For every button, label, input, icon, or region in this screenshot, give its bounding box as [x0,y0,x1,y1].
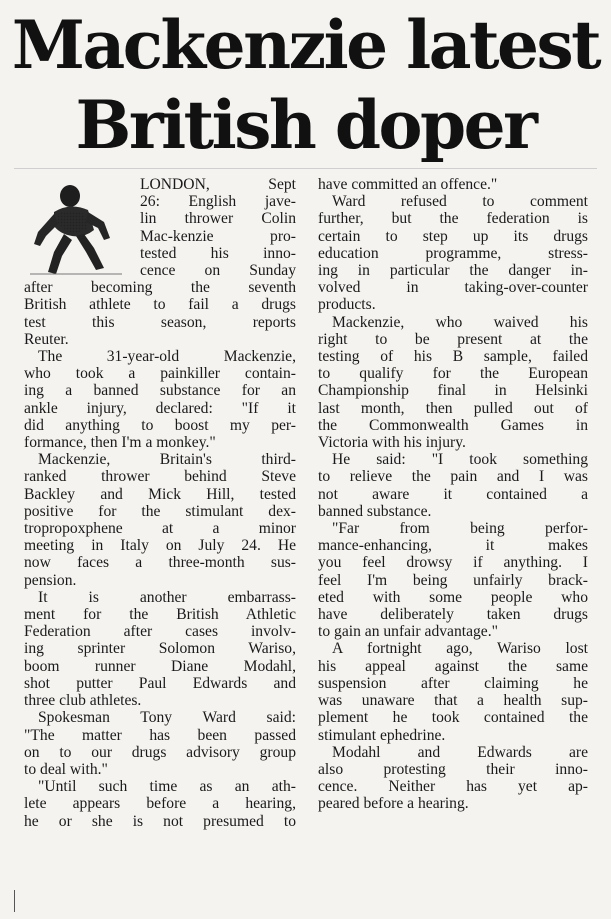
article-text-line: products. [318,296,376,314]
article-text-line: lete appears before a hearing, [24,795,296,813]
article-text-line: ankle injury, declared: "If it [24,399,296,417]
article-text-line: Reuter. [24,330,69,348]
article-text-line: "Until such time as an ath- [38,778,296,796]
article-text-line: formance, then I'm a monkey." [24,434,216,452]
article-text-line: the Commonwealth Games in [318,416,588,434]
article-text-line: Mackenzie, who waived his [332,313,588,331]
article-text-line: not aware it contained a [318,485,588,503]
article-text-line: after becoming the seventh [24,279,296,297]
article-text-line: cence on Sunday [140,262,296,280]
article-text-line: The 31-year-old Mackenzie, [38,348,296,366]
article-text-line: Mac-kenzie pro- [140,227,296,245]
article-text-line: education programme, stress- [318,244,588,262]
article-text-line: plement he took contained the [318,709,588,727]
article-text-line: cence. Neither has yet ap- [318,778,588,796]
article-text-line: was unaware that a health sup- [318,692,588,710]
article-text-line: mance-enhancing, it makes [318,537,588,555]
article-text-line: Victoria with his injury. [318,434,466,452]
article-text-line: He said: "I took something [332,451,588,469]
article-text-line: certain to step up its drugs [318,227,588,245]
article-text-line: ing in particular the danger in- [318,262,588,280]
article-text-line: ing a banned substance for an [24,382,296,400]
article-text-line: have deliberately taken drugs [318,606,588,624]
article-text-line: It is another embarrass- [38,588,296,606]
article-text-line: ranked thrower behind Steve [24,468,296,486]
article-text-line: three club athletes. [24,692,142,710]
article-text-line: you feel drowsy if anything. I [318,554,588,572]
article-text-line: Federation after cases involv- [24,623,296,641]
article-text-line: A fortnight ago, Wariso lost [332,640,588,658]
article-text-line: Mackenzie, Britain's third- [38,451,296,469]
article-text-line: to gain an unfair advantage." [318,623,498,641]
article-text-line: feel I'm being unfairly brack- [318,571,588,589]
article-text-line: "The matter has been passed [24,726,296,744]
article-text-line: Backley and Mick Hill, tested [24,485,296,503]
article-text-line: Modahl and Edwards are [332,743,588,761]
article-text-line: last month, then pulled out of [318,399,588,417]
article-text-line: British athlete to fail a drugs [24,296,296,314]
article-text-line: also protesting their inno- [318,760,588,778]
article-text-line: to deal with." [24,760,108,778]
article-text-line: testing of his B sample, failed [318,348,588,366]
article-text-line: further, but the federation is [318,210,588,228]
article-text-line: suspension after claiming he [318,674,588,692]
article-text-line: shot putter Paul Edwards and [24,674,296,692]
article-text-line: peared before a hearing. [318,795,469,813]
article-text-line: Ward refused to comment [332,193,588,211]
article-column-right [318,176,588,813]
article-text-line: ing sprinter Solomon Wariso, [24,640,296,658]
article-text-line: LONDON, Sept [140,176,296,193]
article-text-line: now faces a three-month sus- [24,554,296,572]
article-text-line: who took a painkiller contain- [24,365,296,383]
article-text-line: his appeal against the same [318,657,588,675]
article-text-line: right to be present at the [318,330,588,348]
article-text-line: have committed an offence." [318,176,498,193]
article-text-line: 26: English jave- [140,193,296,211]
clipping-edge-mark [14,890,15,912]
article-text-line: tested his inno- [140,244,296,262]
article-text-line: eted with some people who [318,588,588,606]
article-text-line: "Far from being perfor- [332,520,588,538]
article-text-line: tropropoxphene at a minor [24,520,296,538]
article-text-line: volved in taking-over-counter [318,279,588,297]
headline-divider [14,168,597,169]
article-text-line: did anything to boost my per- [24,416,296,434]
article-text-line: Spokesman Tony Ward said: [38,709,296,727]
article-text-line: banned substance. [318,502,432,520]
article-text-line: he or she is not presumed to [24,812,296,830]
article-text-line: lin thrower Colin [140,210,296,228]
article-column-left [24,176,296,830]
article-text-line: positive for the stimulant dex- [24,502,296,520]
article-text-line: on to our drugs advisory group [24,743,296,761]
article-text-line: boom runner Diane Modahl, [24,657,296,675]
article-text-line: ment for the British Athletic [24,606,296,624]
article-text-line: stimulant ephedrine. [318,726,446,744]
article-text-line: to relieve the pain and I was [318,468,588,486]
article-text-line: to qualify for the European [318,365,588,383]
headline-line-1: Mackenzie latest [11,6,600,84]
article-text-line: pension. [24,571,77,589]
article-text-line: meeting in Italy on July 24. He [24,537,296,555]
headline-line-2: British doper [75,86,536,164]
article-text-line: test this season, reports [24,313,296,331]
article-text-line: Championship final in Helsinki [318,382,588,400]
